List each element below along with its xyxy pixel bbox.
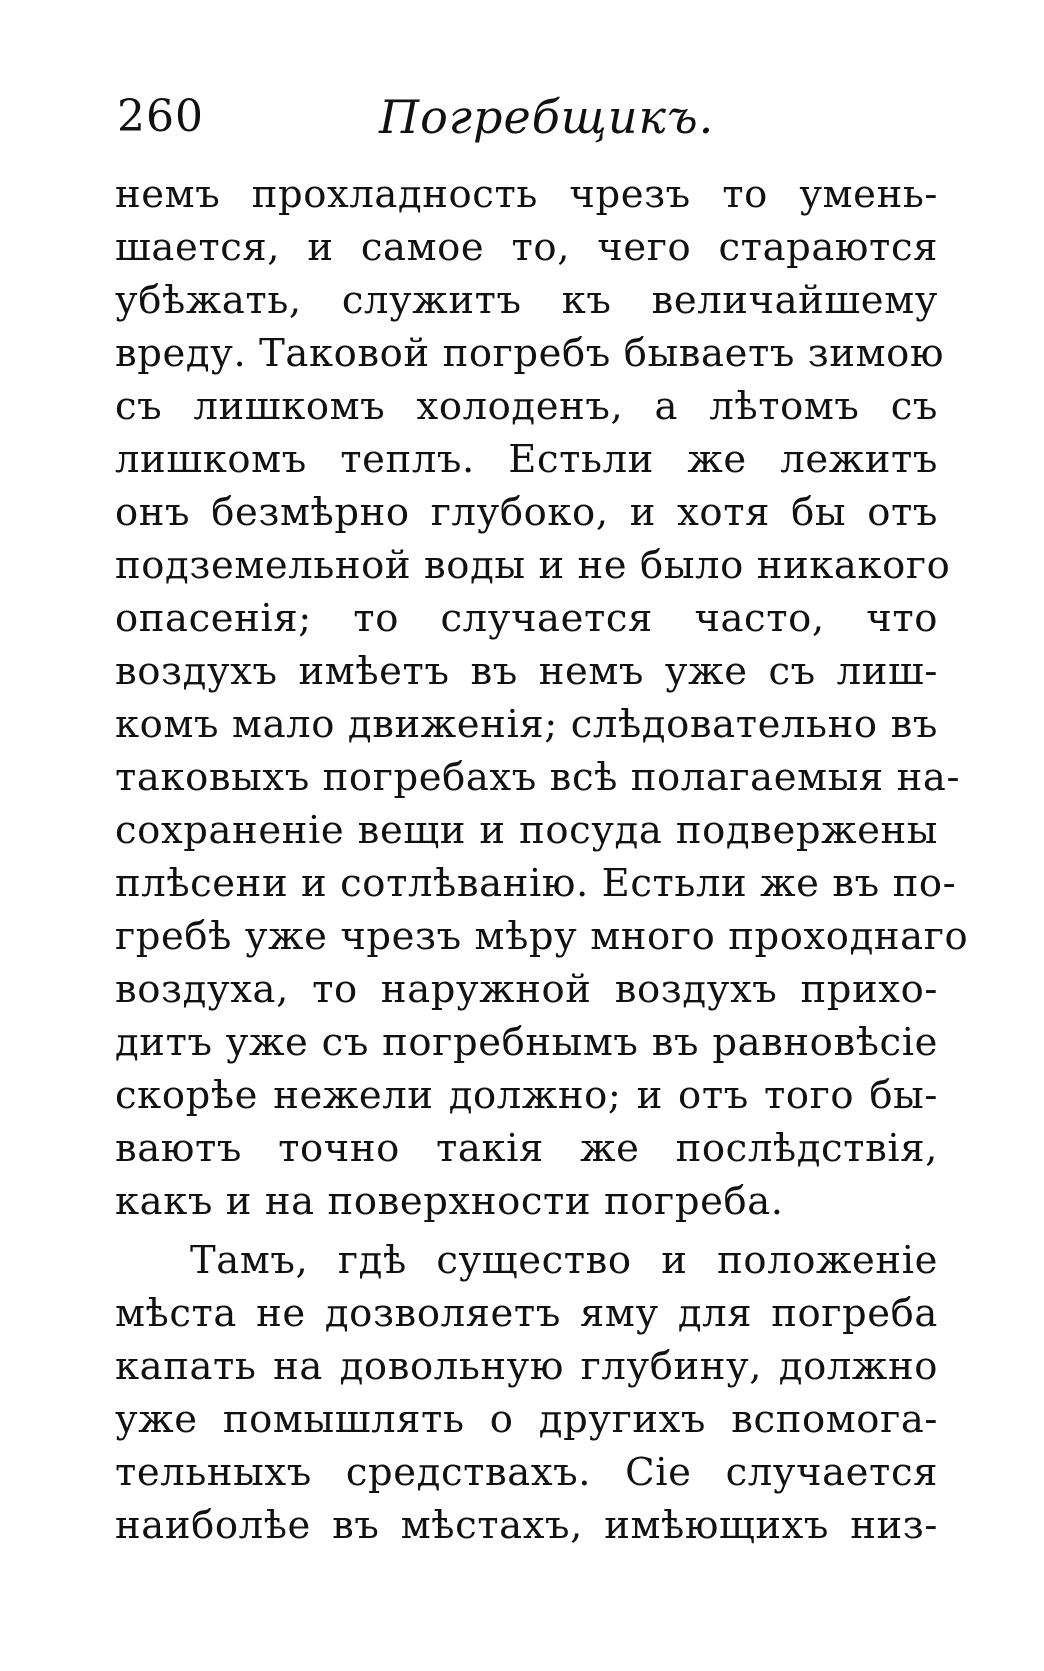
text-line: плѣсени и сотлѣванію. Естьли же въ по-: [115, 861, 957, 906]
page-number: 260: [117, 91, 204, 142]
text-line: сохраненіе вещи и посуда подвержены: [115, 808, 938, 853]
text-line: таковыхъ погребахъ всѣ полагаемыя на-: [115, 755, 961, 800]
paragraph-2: [115, 1234, 938, 1552]
text-line: вреду. Таковой погребъ бываетъ зимою: [115, 331, 945, 376]
text-line: какъ и на поверхности погреба.: [115, 1179, 784, 1224]
text-line: капать на довольную глубину, должно: [115, 1344, 938, 1389]
text-line: мѣста не дозволяетъ яму для погреба: [115, 1291, 938, 1336]
text-line: комъ мало движенія; слѣдовательно въ: [115, 702, 938, 747]
text-line: уже помышлять о другихъ вспомога-: [115, 1397, 938, 1442]
text-line: скорѣе нежели должно; и отъ того бы-: [115, 1073, 938, 1118]
text-line: дитъ уже съ погребнымъ въ равновѣсіе: [115, 1020, 938, 1065]
text-line: гребѣ уже чрезъ мѣру много проходнаго: [115, 914, 969, 959]
text-line: лишкомъ теплъ. Естьли же лежитъ: [115, 437, 938, 482]
text-line: воздухъ имѣетъ въ немъ уже съ лиш-: [115, 649, 938, 694]
text-line: ваютъ точно такія же послѣдствія,: [115, 1126, 938, 1171]
running-head: [117, 82, 937, 152]
text-line: тельныхъ средствахъ. Сіе случается: [115, 1450, 938, 1495]
text-line: немъ прохладность чрезъ то умень-: [115, 172, 938, 217]
text-line: Тамъ, гдѣ существо и положеніе: [190, 1238, 938, 1283]
paragraph-1: [115, 168, 969, 1228]
text-line: опасенія; то случается часто, что: [115, 596, 938, 641]
text-line: онъ безмѣрно глубоко, и хотя бы отъ: [115, 490, 938, 535]
text-line: воздуха, то наружной воздухъ прихо-: [115, 967, 938, 1012]
body-text: [115, 168, 969, 1552]
text-line: подземельной воды и не было никакого: [115, 543, 951, 588]
text-line: наиболѣе въ мѣстахъ, имѣющихъ низ-: [115, 1503, 938, 1548]
text-line: съ лишкомъ холоденъ, а лѣтомъ съ: [115, 384, 938, 429]
running-title: Погребщикъ.: [379, 90, 715, 144]
text-line: убѣжать, служитъ къ величайшему: [115, 278, 938, 323]
text-line: шается, и самое то, чего стараются: [115, 225, 938, 270]
